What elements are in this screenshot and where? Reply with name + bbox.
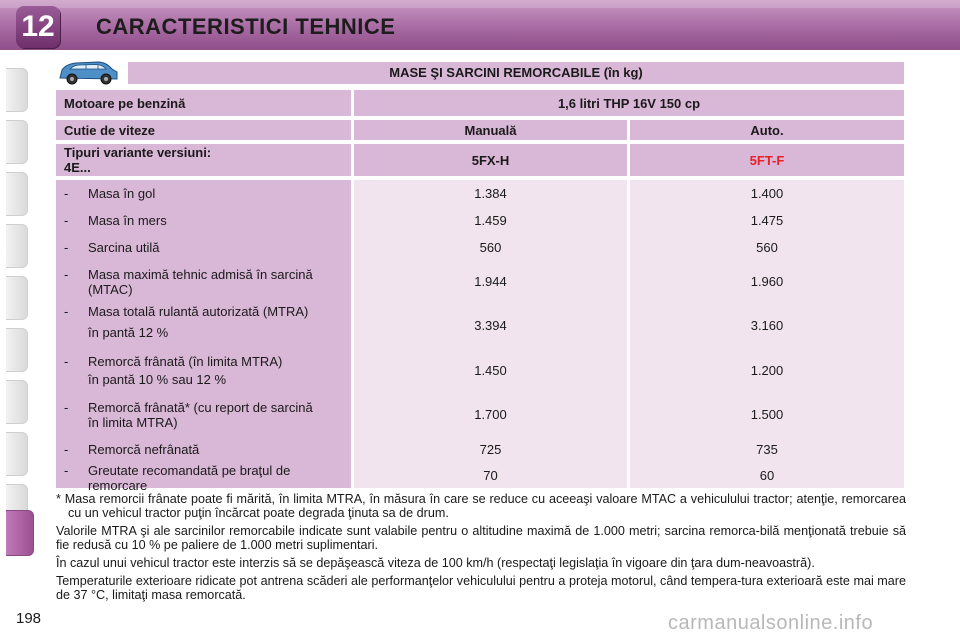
page-title: CARACTERISTICI TEHNICE [96, 14, 396, 39]
chapter-tab-active[interactable] [6, 510, 34, 556]
table-cell: 1.944 [474, 274, 507, 289]
car-icon [56, 56, 120, 88]
footnote-altitude: Valorile MTRA şi ale sarcinilor remorcabile indicate sunt valabile pentru o altitudine maximă de 1.000 metri; sarcina remorca-bilă menţionată trebuie să fie redusă cu 10 % pe paliere de 1.000 metri suplimentari. [56, 524, 906, 552]
table-cell: 1.960 [750, 274, 784, 289]
table-row-label: - Masa în gol [64, 186, 156, 201]
table-row-label: - Remorcă nefrânată [64, 442, 200, 457]
table-cell: 70 [483, 468, 498, 483]
table-cell: 1.700 [474, 407, 507, 422]
auto-column [630, 180, 904, 488]
table-cell: 60 [759, 468, 775, 483]
chapter-tab[interactable] [6, 172, 28, 216]
table-row-label: - Remorcă frânată (în limita MTRA) în pantă 10 % sau 12 % [64, 354, 283, 387]
table-cell: 1.450 [474, 363, 507, 378]
page-header [0, 0, 960, 50]
chapter-tab[interactable] [6, 328, 28, 372]
watermark: carmanualsonline.info [668, 612, 874, 634]
table-row-label: - Masa totală rulantă autorizată (MTRA) în pantă 12 % [64, 304, 309, 340]
chapter-tab[interactable] [6, 276, 28, 320]
engine-value: 1,6 litri THP 16V 150 cp [354, 90, 904, 116]
table-cell: 1.459 [474, 213, 507, 228]
gearbox-auto: Auto. [630, 120, 904, 140]
footnotes [56, 492, 906, 606]
gearbox-row [56, 120, 904, 140]
labels-column [56, 180, 354, 493]
manual-column [354, 180, 630, 488]
variant-manual: 5FX-H [354, 144, 630, 176]
chapter-tabs [0, 50, 48, 610]
table-cell: 725 [479, 442, 502, 457]
footnote-temperature: Temperaturile exterioare ridicate pot antrena scăderi ale performanţelor vehiculului pentru a proteja motorul, când tempera-tura exterioară este mai mare de 37 °C, limitaţi masa remorcată. [56, 574, 906, 602]
table-cell: 1.400 [750, 186, 784, 201]
chapter-badge: 12 [16, 6, 60, 48]
table-row-label: - Masa maximă tehnic admisă în sarcină (MTAC) [64, 267, 313, 297]
table-cell: 1.200 [750, 363, 784, 378]
gearbox-label: Cutie de viteze [56, 120, 354, 140]
table-row-label: - Greutate recomandată pe braţul de remorcare [64, 463, 291, 493]
table-cell: 1.500 [750, 407, 784, 422]
chapter-tab[interactable] [6, 432, 28, 476]
table-cell: 735 [756, 442, 778, 457]
chapter-tab[interactable] [6, 224, 28, 268]
footnote-star: * Masa remorcii frânate poate fi mărită, în limita MTRA, în măsura în care se reduce cu aceeaşi valoare MTAC a vehiculului tractor; atenţie, remorcarea cu un vehicul tractor puţin încărcat poate degrada ţinuta sa de drum. [56, 492, 906, 520]
variant-auto: 5FT-F [630, 144, 904, 176]
chapter-tab[interactable] [6, 380, 28, 424]
engine-label: Motoare pe benzină [56, 90, 354, 116]
table-title: MASE ŞI SARCINI REMORCABILE (în kg) [128, 62, 904, 84]
chapter-tab[interactable] [6, 120, 28, 164]
variants-row [56, 144, 904, 176]
table-cell: 1.475 [750, 213, 784, 228]
table-cell: 3.160 [750, 318, 784, 333]
table-cell: 560 [756, 240, 778, 255]
gearbox-manual: Manuală [354, 120, 630, 140]
page-number: 198 [16, 610, 42, 627]
variants-label [56, 144, 354, 176]
table-cell: 560 [479, 240, 502, 255]
engine-row [56, 90, 904, 116]
table-cell: 3.394 [474, 318, 507, 333]
footnote-speed: În cazul unui vehicul tractor este interzis să se depăşească viteza de 100 km/h (respectaţi legislaţia în vigoare din ţara dum-neavoastră). [56, 556, 815, 570]
table-row-label: - Masa în mers [64, 213, 167, 228]
variants-label-line1: Tipuri variante versiuni: [64, 145, 212, 160]
table-body [56, 180, 904, 493]
table-row-label: - Remorcă frânată* (cu report de sarcină în limita MTRA) [64, 400, 313, 430]
table-row-label: - Sarcina utilă [64, 240, 160, 255]
variants-label-line2: 4E... [64, 160, 91, 175]
table-cell: 1.384 [474, 186, 507, 201]
chapter-tab[interactable] [6, 68, 28, 112]
